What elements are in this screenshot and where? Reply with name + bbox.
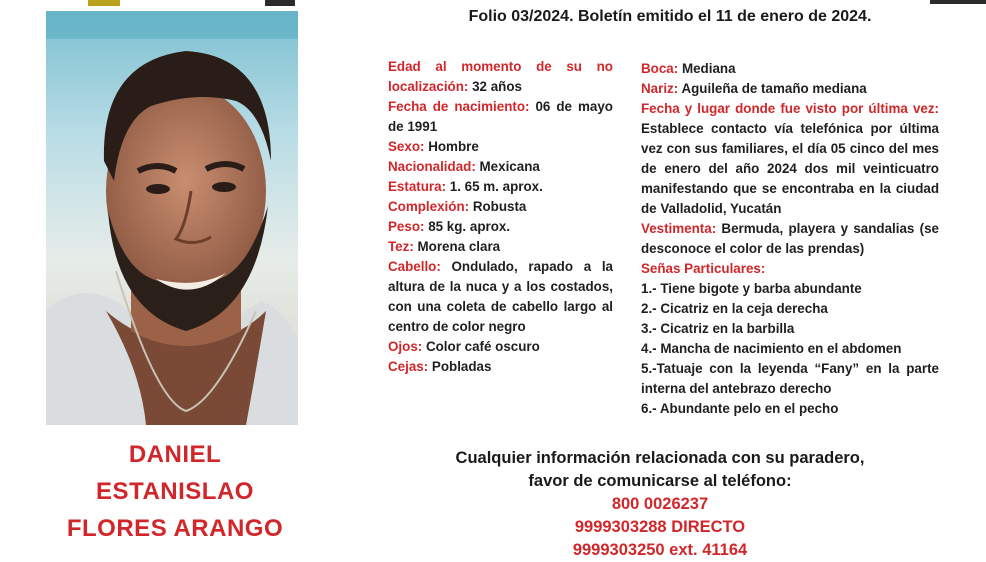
- header-logo-fragment-right: [930, 0, 986, 4]
- contact-phone-direct[interactable]: 9999303288 DIRECTO: [574, 518, 746, 536]
- detail-weight: Peso: 85 kg. aprox.: [388, 219, 511, 234]
- detail-nose: Nariz: Aguileña de tamaño mediana: [641, 81, 867, 96]
- person-photo-illustration: [46, 11, 298, 425]
- mark-item-1: 1.- Tiene bigote y barba abundante: [641, 281, 862, 296]
- header-logo-fragment: [88, 0, 120, 6]
- name-line-1: DANIEL: [128, 441, 222, 468]
- mark-item-3: 3.- Cicatriz en la barbilla: [641, 321, 795, 336]
- detail-eyebrows: Cejas: Pobladas: [388, 359, 492, 374]
- contact-block: [400, 447, 920, 562]
- contact-line-1: Cualquier información relacionada con su paradero,: [455, 449, 865, 467]
- mark-item-2: 2.- Cicatriz en la ceja derecha: [641, 301, 828, 316]
- detail-last-seen: Fecha y lugar donde fue visto por última vez: Establece contacto vía telefónica por última vez con sus familiares, el día 05 cinco del mes de enero del año 2024 dos mil veinticuatro manifestando que se encontraba en la ciudad de Valladolid, Yucatán: [641, 101, 939, 216]
- detail-nationality: Nacionalidad: Mexicana: [388, 159, 540, 174]
- name-line-3: FLORES ARANGO: [66, 515, 284, 542]
- mark-item-4: 4.- Mancha de nacimiento en el abdomen: [641, 341, 902, 356]
- detail-sex: Sexo: Hombre: [388, 139, 479, 154]
- detail-age: Edad al momento de su no localización: 32 años: [388, 59, 613, 94]
- person-photo: [46, 11, 298, 425]
- contact-phone-extension[interactable]: 9999303250 ext. 41164: [572, 541, 748, 559]
- mark-item-5: 5.-Tatuaje con la leyenda “Fany” en la parte interna del antebrazo derecho: [641, 361, 939, 396]
- name-line-2: ESTANISLAO: [96, 478, 254, 505]
- detail-eyes: Ojos: Color café oscuro: [388, 339, 540, 354]
- detail-birthdate: Fecha de nacimiento: 06 de mayo de 1991: [388, 99, 613, 134]
- detail-distinguishing-marks-heading: Señas Particulares:: [641, 261, 766, 276]
- mark-item-6: 6.- Abundante pelo en el pecho: [641, 401, 839, 416]
- contact-line-2: favor de comunicarse al teléfono:: [528, 472, 792, 490]
- details-left-column: [388, 57, 613, 377]
- detail-clothing: Vestimenta: Bermuda, playera y sandalias (se desconoce el color de las prendas): [641, 221, 939, 256]
- person-full-name: [20, 436, 330, 547]
- header-logo-fragment-dark: [265, 0, 295, 6]
- bulletin-folio: Folio 03/2024. Boletín emitido el 11 de enero de 2024.: [468, 8, 872, 25]
- contact-phone-tollfree[interactable]: 800 0026237: [611, 495, 709, 513]
- details-right-column: [641, 59, 939, 419]
- detail-build: Complexión: Robusta: [388, 199, 527, 214]
- detail-complexion: Tez: Morena clara: [388, 239, 501, 254]
- detail-mouth: Boca: Mediana: [641, 61, 736, 76]
- detail-hair: Cabello: Ondulado, rapado a la altura de la nuca y a los costados, con una coleta de cabello largo al centro de color negro: [388, 259, 613, 334]
- detail-height: Estatura: 1. 65 m. aprox.: [388, 179, 543, 194]
